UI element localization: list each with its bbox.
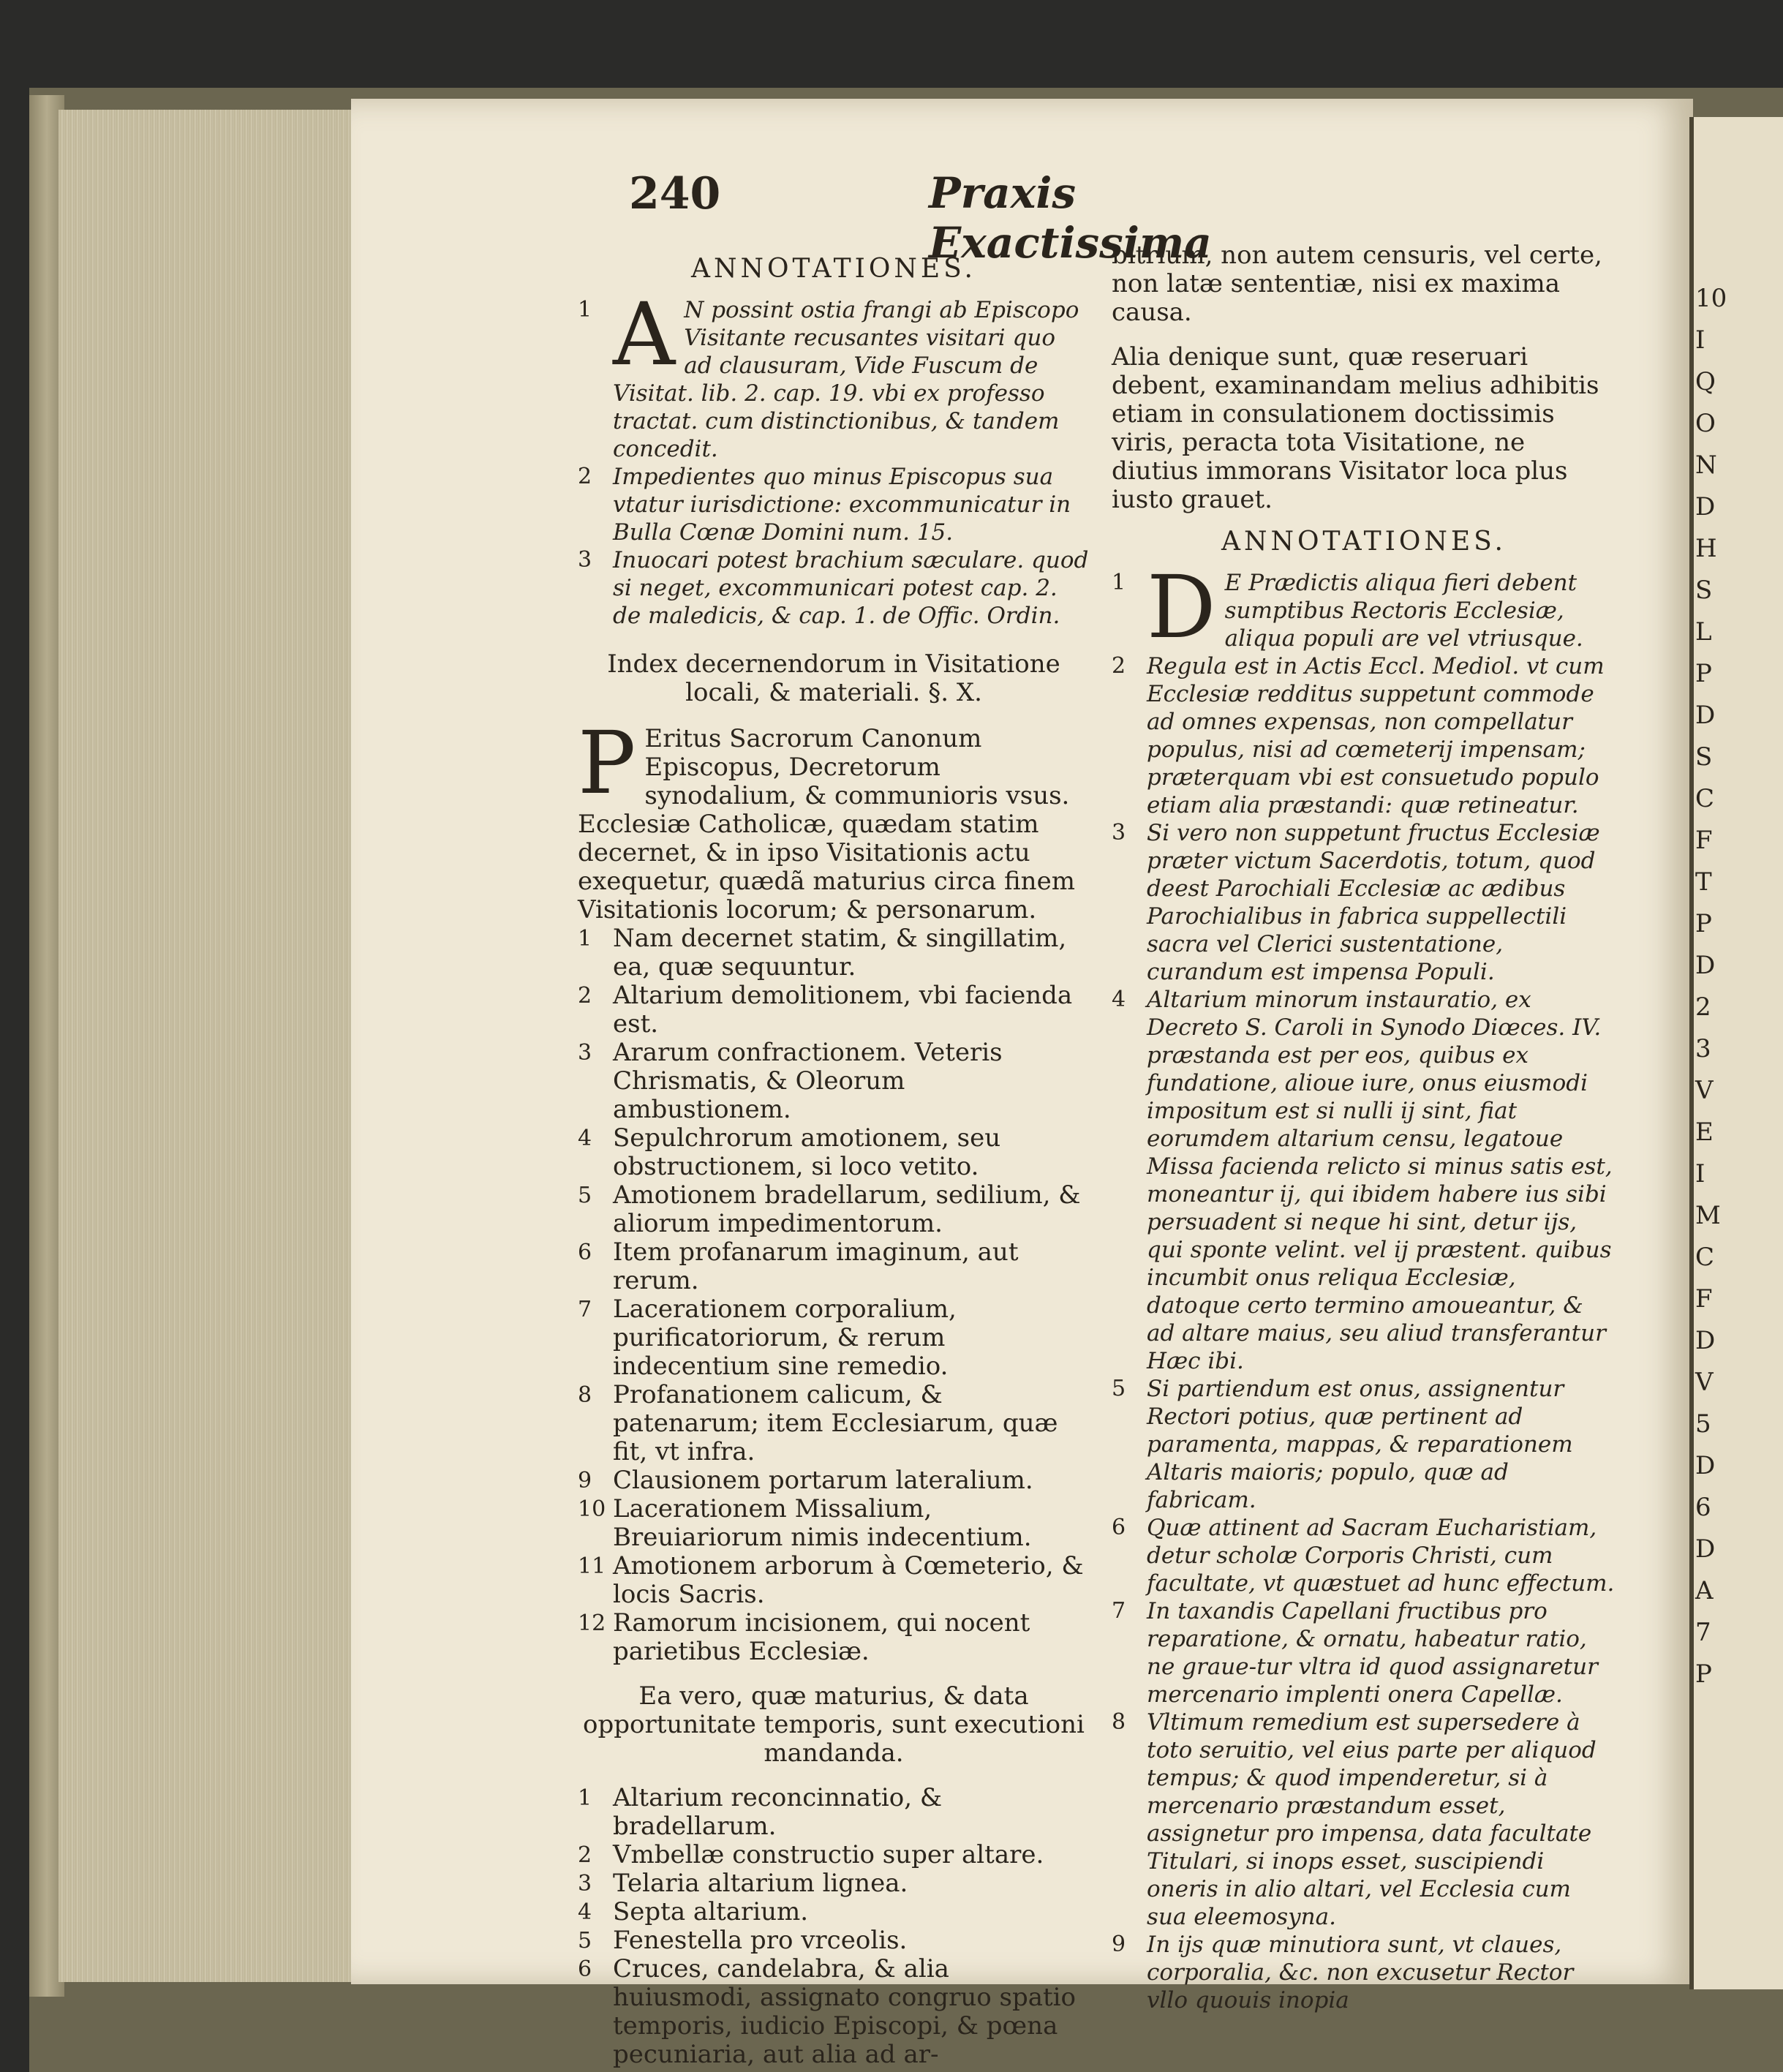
item-number: 2 <box>578 464 592 489</box>
item-text: Sepulchrorum amotionem, seu obstructionem, si loco vetito. <box>613 1123 1001 1181</box>
next-page-fragment: D <box>1695 951 1716 980</box>
item-number: 1 <box>578 297 592 323</box>
list-item <box>578 1495 1090 1552</box>
annotation-text: Regula est in Actis Eccl. Mediol. vt cum Ecclesiæ redditus suppetunt commode ad omnes expensas, non compellatur populus, nisi ad cœmeterij impensam; præterquam vbi est consuetudo populo etiam alia præstandi: quæ retineatur. <box>1147 653 1605 818</box>
next-page-fragment: E <box>1695 1118 1714 1147</box>
item-text: Nam decernet statim, & singillatim, ea, quæ sequuntur. <box>613 924 1067 982</box>
item-text: Amotionem arborum à Cœmeterio, & locis Sacris. <box>613 1551 1084 1609</box>
annotation-text: In ijs quæ minutiora sunt, vt claues, corporalia, &c. non excusetur Rector vllo quouis inopia <box>1147 1932 1574 2013</box>
item-number: 9 <box>578 1468 592 1493</box>
next-page-fragment: 5 <box>1695 1409 1711 1439</box>
annotation-text: Si partiendum est onus, assignentur Rectori potius, quæ pertinent ad paramenta, mappas, & reparationem Altaris maioris; populo, quæ ad fabricam. <box>1147 1376 1573 1513</box>
item-number: 2 <box>578 983 592 1009</box>
item-number: 3 <box>578 547 592 573</box>
drop-cap: A <box>613 284 676 385</box>
page-stack-edge <box>59 110 354 1982</box>
list-item <box>578 1124 1090 1181</box>
intro-text: Eritus Sacrorum Canonum Episcopus, Decretorum synodalium, & communioris vsus. Ecclesiæ Catholicæ, quædam statim decernet, & in ipso Visitationis actu exequetur, quædã maturius circa finem Visitationis locorum; & personarum. <box>578 724 1075 924</box>
left-column <box>578 241 1090 2069</box>
item-text: Septa altarium. <box>613 1897 809 1926</box>
annotation-item <box>1112 557 1616 658</box>
item-number: 7 <box>578 1297 592 1322</box>
annotation-item <box>1112 819 1616 986</box>
item-number: 9 <box>1112 1932 1126 1957</box>
annotation-text: Altarium minorum instauratio, ex Decreto S. Caroli in Synodo Diœces. IV. præstanda est per eos, quibus ex fundatione, alioue iure, onus eiusmodi impositum est si nulli ij sint, fiat eorumdem altarium censu, legatoue Missa facienda relicto si minus satis est, moneantur ij, qui ibidem habere ius sibi persuadent si neque hi sint, detur ijs, qui sponte velint. vel ij præstent. quibus incumbit onus reliqua Ecclesiæ, datoque certo termino amoueantur, & ad altare maius, seu aliud transferantur Hæc ibi. <box>1147 987 1613 1374</box>
mature-list <box>578 1784 1090 2069</box>
list-item <box>578 1381 1090 1466</box>
list-item <box>578 1869 1090 1898</box>
list-item <box>578 1784 1090 1841</box>
intro-paragraph <box>578 712 1090 924</box>
next-page-fragment: 6 <box>1695 1493 1711 1522</box>
list-item <box>578 1181 1090 1238</box>
reserved-paragraph: Alia denique sunt, quæ reseruari debent, examinandam melius adhibitis etiam in consulationem doctissimis viris, peracta tota Visitatione, ne diutius immorans Visitator loca plus iusto grauet. <box>1112 342 1599 514</box>
list-item <box>578 924 1090 982</box>
next-page-fragment: S <box>1695 576 1713 605</box>
next-page-fragment: A <box>1695 1576 1714 1605</box>
next-page-fragment: V <box>1695 1368 1714 1397</box>
page-header <box>629 168 1287 268</box>
next-page-fragment: 10 <box>1695 284 1727 313</box>
list-item <box>578 1898 1090 1926</box>
item-text: Fenestella pro vrceolis. <box>613 1926 908 1955</box>
item-text: Ramorum incisionem, qui nocent parietibus Ecclesiæ. <box>613 1608 1030 1666</box>
annotation-text: Inuocari potest brachium sæculare. quod si neget, excommunicari potest cap. 2. de maledicis, & cap. 1. de Offic. Ordin. <box>613 547 1089 629</box>
continuation-text: bitrium, non autem censuris, vel certe, non latæ sententiæ, nisi ex maxima causa. <box>1112 241 1602 327</box>
next-page-fragment: T <box>1695 867 1712 897</box>
right-column <box>1112 241 1616 2014</box>
next-page-fragment: D <box>1695 492 1716 521</box>
list-item <box>578 1926 1090 1955</box>
item-number: 5 <box>1112 1376 1126 1401</box>
next-page-fragment: 2 <box>1695 992 1711 1022</box>
annotation-text: N possint ostia frangi ab Episcopo Visitante recusantes visitari quo ad clausuram, Vide Fuscum de Visitat. lib. 2. cap. 19. vbi ex professo tractat. cum distinctionibus, & tandem concedit. <box>613 297 1079 462</box>
next-page-fragment: F <box>1695 1284 1713 1314</box>
item-number: 10 <box>578 1496 606 1522</box>
item-number: 11 <box>578 1553 606 1579</box>
next-page-fragment: O <box>1695 409 1716 438</box>
next-page-fragment: C <box>1695 1243 1715 1272</box>
next-page-fragment: M <box>1695 1201 1721 1230</box>
item-number: 2 <box>578 1842 592 1868</box>
list-item <box>578 1609 1090 1666</box>
item-number: 8 <box>578 1382 592 1408</box>
next-page-fragment: D <box>1695 1326 1716 1355</box>
annotation-text: In taxandis Capellani fructibus pro reparatione, & ornatu, habeatur ratio, ne graue-tur vltra id quod assignaretur mercenario implenti onera Capellæ. <box>1147 1598 1598 1708</box>
decree-list <box>578 924 1090 1666</box>
item-text: Lacerationem corporalium, purificatoriorum, & rerum indecentium sine remedio. <box>613 1295 957 1381</box>
item-number: 12 <box>578 1610 606 1636</box>
list-item <box>578 1295 1090 1381</box>
item-text: Amotionem bradellarum, sedilium, & aliorum impedimentorum. <box>613 1180 1081 1238</box>
item-number: 1 <box>578 926 592 952</box>
next-page-fragment: 7 <box>1695 1618 1711 1647</box>
annotation-item <box>1112 986 1616 1375</box>
next-page-fragment: I <box>1695 325 1705 355</box>
item-text: Lacerationem Missalium, Breuiariorum nimis indecentium. <box>613 1494 1032 1552</box>
item-text: Item profanarum imaginum, aut rerum. <box>613 1237 1019 1295</box>
item-number: 4 <box>578 1126 592 1151</box>
item-number: 3 <box>578 1040 592 1066</box>
item-text: Altarium reconcinnatio, & bradellarum. <box>613 1783 943 1841</box>
annotation-text: Si vero non suppetunt fructus Ecclesiæ præter victum Sacerdotis, totum, quod deest Parochiali Ecclesiæ ac ædibus Parochialibus in fabrica suppellectili sacra vel Clerici sustentatione, curandum est impensa Populi. <box>1147 820 1600 985</box>
list-item <box>578 1841 1090 1869</box>
page-number: 240 <box>629 168 721 219</box>
section-title: Index decernendorum in Visitatione locali, & materiali. §. X. <box>607 649 1060 707</box>
next-page-fragment: N <box>1695 451 1717 480</box>
next-page-fragment: Q <box>1695 367 1716 396</box>
next-page-fragment: D <box>1695 1451 1716 1480</box>
item-text: Altarium demolitionem, vbi facienda est. <box>613 981 1073 1039</box>
list-item <box>578 1039 1090 1124</box>
list-item <box>578 1552 1090 1609</box>
drop-cap: D <box>1147 557 1216 658</box>
next-page-fragment: P <box>1695 659 1712 688</box>
annotations-heading: ANNOTATIONES. <box>691 254 976 284</box>
paragraph-mature: Ea vero, quæ maturius, & data opportunitate temporis, sunt executioni mandanda. <box>583 1681 1085 1768</box>
next-page-fragments <box>1695 278 1783 1695</box>
next-page-fragment: C <box>1695 784 1715 813</box>
item-number: 1 <box>1112 570 1126 595</box>
item-number: 5 <box>578 1183 592 1208</box>
annotations-heading: ANNOTATIONES. <box>1221 527 1507 557</box>
item-number: 3 <box>1112 820 1126 845</box>
item-number: 6 <box>1112 1515 1126 1540</box>
drop-cap: P <box>578 712 636 813</box>
next-page-fragment: F <box>1695 826 1713 855</box>
annotation-item <box>1112 1597 1616 1709</box>
annotation-item <box>578 463 1090 546</box>
annotation-item <box>578 284 1090 463</box>
list-item <box>578 1238 1090 1295</box>
item-number: 1 <box>578 1785 592 1811</box>
item-number: 4 <box>1112 987 1126 1012</box>
item-text: Cruces, candelabra, & alia huiusmodi, assignato congruo spatio temporis, iudicio Episcopi, & pœna pecuniaria, aut alia ad ar- <box>613 1954 1076 2069</box>
next-page-fragment: I <box>1695 1159 1705 1188</box>
item-number: 4 <box>578 1899 592 1925</box>
item-text: Telaria altarium lignea. <box>613 1869 908 1898</box>
item-text: Profanationem calicum, & patenarum; item Ecclesiarum, quæ fit, vt infra. <box>613 1380 1058 1466</box>
item-number: 8 <box>1112 1709 1126 1735</box>
annotation-item <box>1112 652 1616 819</box>
item-number: 5 <box>578 1928 592 1954</box>
next-page-fragment: S <box>1695 742 1713 772</box>
annotations-list <box>578 284 1090 630</box>
annotation-text: Vltimum remedium est supersedere à toto seruitio, vel eius parte per aliquod tempus; & quod impenderetur, si à mercenario præstandum esset, assignetur pro impensa, data facultate Titulari, si inops esset, suscipiendi oneris in alio altari, vel Ecclesia cum sua eleemosyna. <box>1147 1709 1597 1930</box>
item-number: 6 <box>578 1240 592 1265</box>
item-text: Vmbellæ constructio super altare. <box>613 1840 1044 1869</box>
next-page-fragment: L <box>1695 617 1712 647</box>
annotation-text: Impedientes quo minus Episcopus sua vtatur iurisdictione: excommunicatur in Bulla Cœnæ Domini num. 15. <box>613 464 1071 546</box>
item-number: 2 <box>1112 653 1126 679</box>
running-title: Praxis Exactissima <box>929 168 1212 268</box>
list-item <box>578 982 1090 1039</box>
item-number: 7 <box>1112 1598 1126 1624</box>
next-page-fragment: P <box>1695 1660 1712 1689</box>
annotation-text: Quæ attinent ad Sacram Eucharistiam, detur scholæ Corporis Christi, cum facultate, vt quæstuet ad hunc effectum. <box>1147 1515 1615 1597</box>
next-page-fragment: 3 <box>1695 1034 1711 1063</box>
list-item <box>578 1955 1090 2069</box>
annotation-item <box>1112 1514 1616 1597</box>
next-page-fragment: H <box>1695 534 1717 563</box>
annotation-text: E Prædictis aliqua fieri debent sumptibus Rectoris Ecclesiæ, aliqua populi are vel vtriusque. <box>1224 570 1583 652</box>
next-page-fragment: D <box>1695 701 1716 730</box>
item-text: Clausionem portarum lateralium. <box>613 1466 1033 1495</box>
item-number: 6 <box>578 1956 592 1982</box>
item-number: 3 <box>578 1871 592 1896</box>
annotation-item <box>1112 1709 1616 1931</box>
item-text: Ararum confractionem. Veteris Chrismatis, & Oleorum ambustionem. <box>613 1038 1003 1124</box>
next-page-fragment: P <box>1695 909 1712 938</box>
annotations-list <box>1112 557 1616 2014</box>
annotation-item <box>1112 1375 1616 1514</box>
annotation-item <box>1112 1931 1616 2014</box>
annotation-item <box>578 546 1090 630</box>
next-page-fragment: D <box>1695 1534 1716 1564</box>
next-page-fragment: V <box>1695 1076 1714 1105</box>
list-item <box>578 1466 1090 1495</box>
